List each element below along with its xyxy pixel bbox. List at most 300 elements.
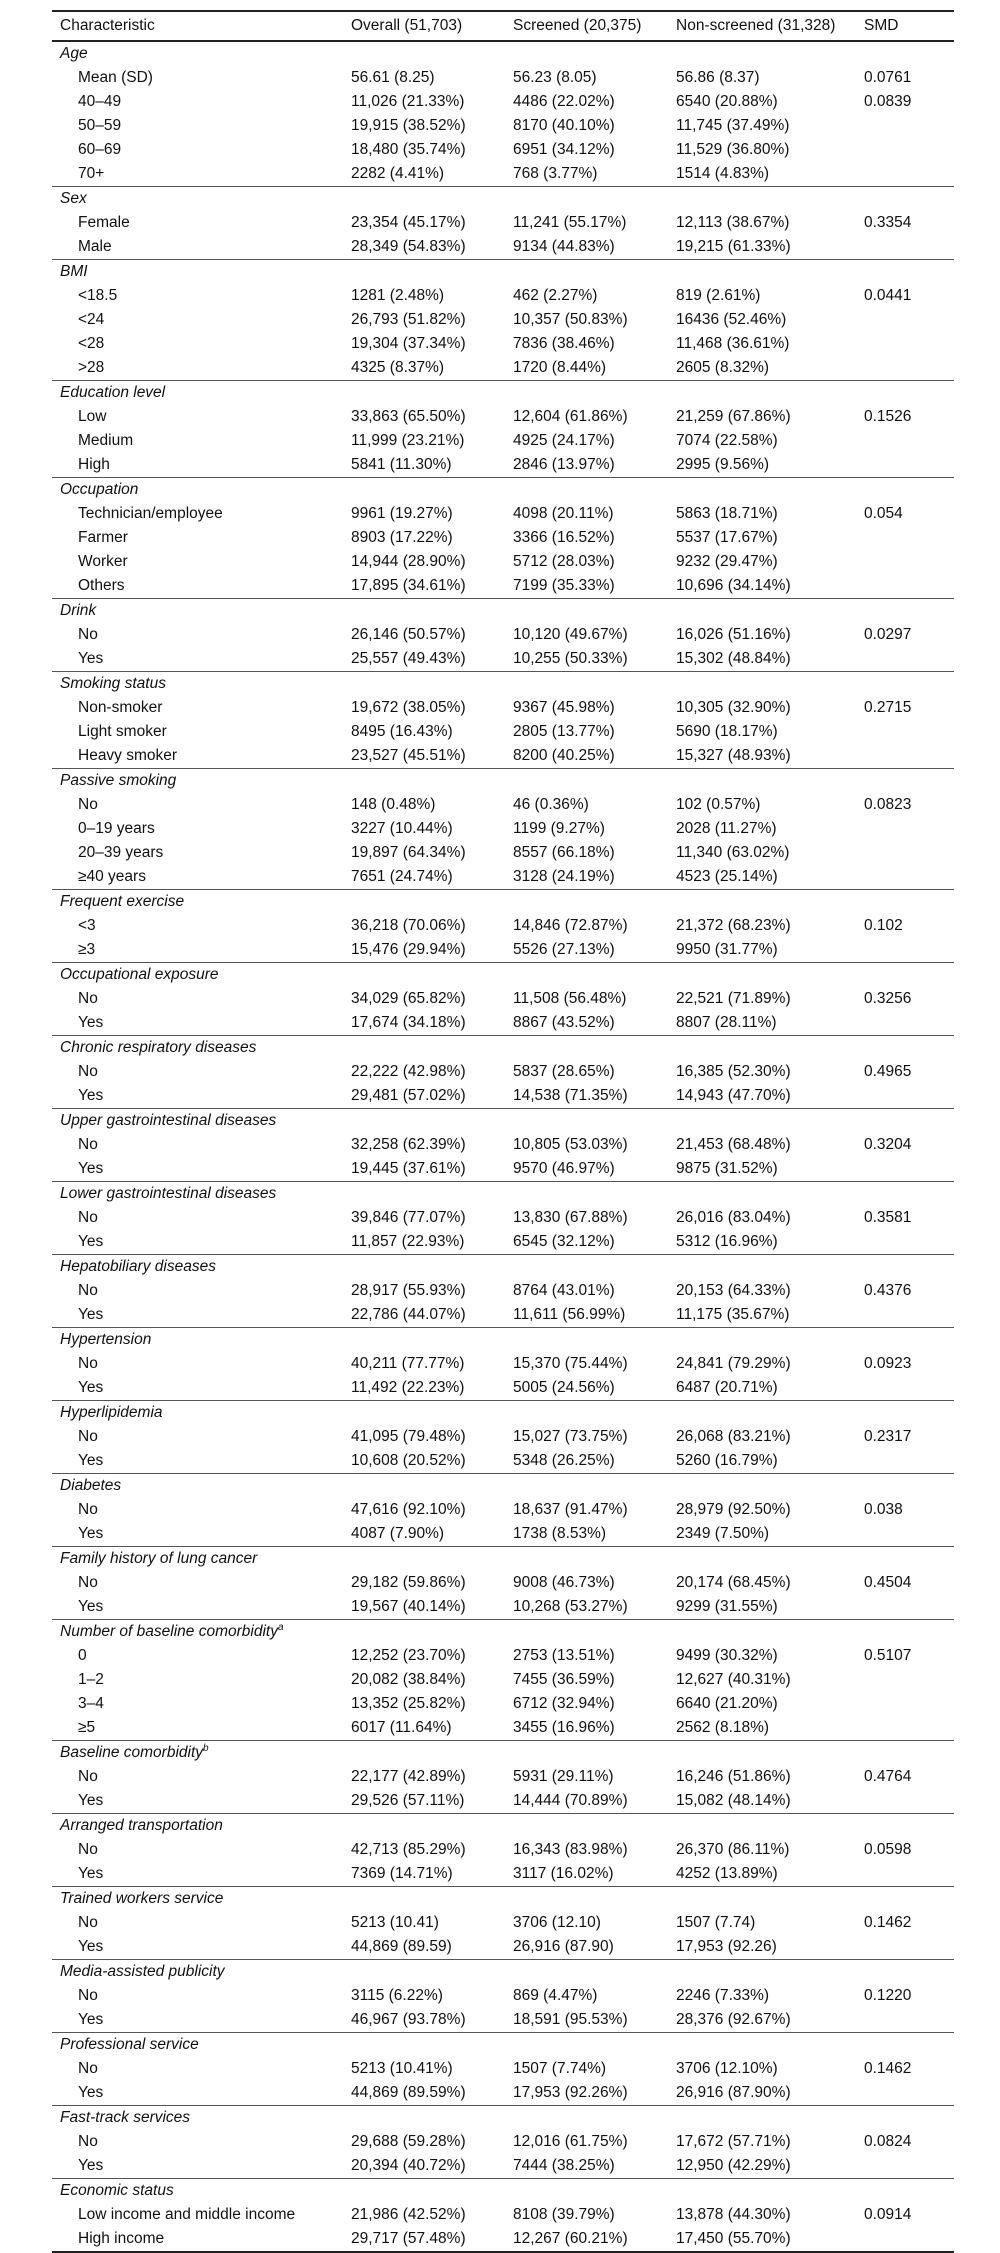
cell-smd [856, 1595, 954, 1620]
cell-level: No [78, 796, 98, 813]
cell-non-screened: 11,468 (36.61%) [676, 335, 790, 352]
section-title-text: Age [60, 45, 88, 62]
cell-screened: 12,604 (61.86%) [513, 408, 628, 425]
cell-non-screened: 15,082 (48.14%) [676, 1792, 791, 1809]
cell-overall: 20,082 (38.84%) [351, 1671, 466, 1688]
section-title-text: Hypertension [60, 1331, 152, 1348]
cell-smd [856, 162, 954, 187]
cell-level: ≥40 years [78, 868, 146, 885]
cell-level: 20–39 years [78, 844, 164, 861]
cell-smd [856, 138, 954, 162]
table-row [52, 1303, 954, 1328]
cell-overall: 29,481 (57.02%) [351, 1087, 466, 1104]
cell-overall: 29,182 (59.86%) [351, 1574, 466, 1591]
cell-level: No [78, 1209, 98, 1226]
cell-overall: 11,026 (21.33%) [351, 93, 465, 110]
cell-level: 40–49 [78, 93, 122, 110]
cell-level: 1–2 [78, 1671, 104, 1688]
section-title [52, 2179, 954, 2204]
cell-screened: 6545 (32.12%) [513, 1233, 615, 1250]
cell-smd [856, 1789, 954, 1814]
cell-screened: 4098 (20.11%) [513, 505, 614, 522]
cell-screened: 6712 (32.94%) [513, 1695, 615, 1712]
header-screened: Screened (20,375) [505, 11, 668, 41]
cell-screened: 11,611 (56.99%) [513, 1306, 626, 1323]
section-title [52, 187, 954, 212]
cell-overall: 15,476 (29.94%) [351, 941, 466, 958]
table-row [52, 574, 954, 599]
section-header-row [52, 381, 954, 406]
cell-level: Yes [78, 1014, 104, 1031]
cell-level: ≥3 [78, 941, 96, 958]
cell-smd [856, 356, 954, 381]
table-row [52, 817, 954, 841]
section-title [52, 1620, 954, 1645]
table-row [52, 1644, 954, 1668]
section-title [52, 599, 954, 624]
table-row [52, 1789, 954, 1814]
cell-smd: 0.038 [864, 1501, 903, 1518]
cell-level: Yes [78, 2157, 104, 2174]
section-title-text: Hepatobiliary diseases [60, 1258, 216, 1275]
section-header-row [52, 599, 954, 624]
cell-overall: 11,999 (23.21%) [351, 432, 465, 449]
table-row [52, 1935, 954, 1960]
cell-overall: 19,672 (38.05%) [351, 699, 466, 716]
cell-non-screened: 19,215 (61.33%) [676, 238, 791, 255]
cell-level: No [78, 1987, 98, 2004]
cell-overall: 5213 (10.41%) [351, 2060, 453, 2077]
cell-level: <28 [78, 335, 105, 352]
cell-smd [856, 332, 954, 356]
table-row [52, 308, 954, 332]
cell-overall: 13,352 (25.82%) [351, 1695, 466, 1712]
footnote-marker: b [203, 1742, 209, 1754]
cell-overall: 10,608 (20.52%) [351, 1452, 466, 1469]
table-row [52, 90, 954, 114]
cell-non-screened: 56.86 (8.37) [676, 69, 760, 86]
cell-overall: 25,557 (49.43%) [351, 650, 466, 667]
section-title [52, 478, 954, 503]
cell-overall: 3227 (10.44%) [351, 820, 453, 837]
cell-screened: 26,916 (87.90) [513, 1938, 614, 1955]
table-row [52, 2008, 954, 2033]
cell-smd [856, 1376, 954, 1401]
cell-non-screened: 4252 (13.89%) [676, 1865, 778, 1882]
section-title-text: Baseline comorbidity [60, 1744, 204, 1761]
section-header-row [52, 2179, 954, 2204]
cell-non-screened: 21,372 (68.23%) [676, 917, 791, 934]
section-title-text: Occupational exposure [60, 966, 219, 983]
cell-screened: 8764 (43.01%) [513, 1282, 615, 1299]
cell-overall: 29,526 (57.11%) [351, 1792, 465, 1809]
cell-non-screened: 17,672 (57.71%) [676, 2133, 791, 2150]
cell-screened: 9570 (46.97%) [513, 1160, 615, 1177]
table-row [52, 2227, 954, 2252]
table-row [52, 623, 954, 647]
section-title [52, 1328, 954, 1353]
cell-screened: 5005 (24.56%) [513, 1379, 615, 1396]
section-title-text: Diabetes [60, 1477, 122, 1494]
cell-smd [856, 429, 954, 453]
section-title [52, 1887, 954, 1912]
cell-screened: 869 (4.47%) [513, 1987, 598, 2004]
cell-overall: 5213 (10.41) [351, 1914, 439, 1931]
section-header-row [52, 1255, 954, 1280]
cell-smd [856, 235, 954, 260]
table-row [52, 502, 954, 526]
cell-smd: 0.4376 [864, 1282, 912, 1299]
cell-screened: 8170 (40.10%) [513, 117, 615, 134]
header-characteristic: Characteristic [52, 11, 343, 41]
cell-overall: 46,967 (93.78%) [351, 2011, 466, 2028]
cell-smd: 0.4965 [864, 1063, 912, 1080]
cell-non-screened: 11,175 (35.67%) [676, 1306, 790, 1323]
cell-non-screened: 14,943 (47.70%) [676, 1087, 791, 1104]
cell-overall: 3115 (6.22%) [351, 1987, 443, 2004]
cell-overall: 1281 (2.48%) [351, 287, 445, 304]
cell-overall: 19,897 (64.34%) [351, 844, 466, 861]
cell-level: No [78, 1501, 98, 1518]
cell-screened: 5712 (28.03%) [513, 553, 615, 570]
table-row [52, 865, 954, 890]
cell-screened: 10,255 (50.33%) [513, 650, 628, 667]
cell-overall: 6017 (11.64%) [351, 1719, 452, 1736]
cell-level: Yes [78, 1938, 104, 1955]
cell-smd: 0.1462 [864, 1914, 912, 1931]
cell-smd [856, 2227, 954, 2252]
cell-overall: 32,258 (62.39%) [351, 1136, 466, 1153]
table-row [52, 2154, 954, 2179]
cell-screened: 8200 (40.25%) [513, 747, 615, 764]
table-row [52, 356, 954, 381]
cell-level: High [78, 456, 110, 473]
section-title-text: Professional service [60, 2036, 199, 2053]
cell-smd [856, 841, 954, 865]
cell-smd: 0.0824 [864, 2133, 912, 2150]
cell-non-screened: 5312 (16.96%) [676, 1233, 778, 1250]
cell-smd [856, 1230, 954, 1255]
section-title [52, 963, 954, 988]
cell-screened: 8867 (43.52%) [513, 1014, 615, 1031]
section-title [52, 1255, 954, 1280]
section-header-row [52, 769, 954, 794]
cell-smd [856, 1935, 954, 1960]
cell-level: Farmer [78, 529, 128, 546]
cell-smd: 0.2715 [864, 699, 912, 716]
table-row [52, 1352, 954, 1376]
cell-level: Yes [78, 2084, 104, 2101]
table-row [52, 405, 954, 429]
cell-smd [856, 2008, 954, 2033]
section-title-text: BMI [60, 263, 88, 280]
cell-level: No [78, 1914, 98, 1931]
cell-screened: 10,357 (50.83%) [513, 311, 628, 328]
cell-screened: 10,268 (53.27%) [513, 1598, 628, 1615]
table-row [52, 162, 954, 187]
cell-level: Yes [78, 1306, 104, 1323]
cell-smd: 0.1220 [864, 1987, 912, 2004]
footnote-marker: a [277, 1621, 284, 1633]
cell-non-screened: 20,174 (68.45%) [676, 1574, 791, 1591]
cell-non-screened: 6540 (20.88%) [676, 93, 778, 110]
cell-screened: 10,805 (53.03%) [513, 1136, 628, 1153]
cell-overall: 7651 (24.74%) [351, 868, 453, 885]
cell-non-screened: 12,627 (40.31%) [676, 1671, 791, 1688]
cell-overall: 2282 (4.41%) [351, 165, 445, 182]
section-title [52, 381, 954, 406]
cell-smd [856, 1157, 954, 1182]
cell-smd [856, 1668, 954, 1692]
cell-non-screened: 2562 (8.18%) [676, 1719, 770, 1736]
cell-non-screened: 9499 (30.32%) [676, 1647, 778, 1664]
header-row [52, 11, 954, 41]
cell-smd [856, 1303, 954, 1328]
cell-overall: 7369 (14.71%) [351, 1865, 453, 1882]
cell-level: No [78, 2133, 98, 2150]
cell-overall: 44,869 (89.59) [351, 1938, 452, 1955]
cell-level: Yes [78, 1792, 104, 1809]
table-row [52, 550, 954, 574]
cell-screened: 5837 (28.65%) [513, 1063, 615, 1080]
section-header-row [52, 1741, 954, 1766]
table-row [52, 1838, 954, 1862]
section-title-text: Economic status [60, 2182, 174, 2199]
cell-screened: 12,016 (61.75%) [513, 2133, 628, 2150]
section-title [52, 41, 954, 66]
cell-overall: 14,944 (28.90%) [351, 553, 466, 570]
cell-non-screened: 20,153 (64.33%) [676, 1282, 791, 1299]
cell-screened: 10,120 (49.67%) [513, 626, 628, 643]
section-title-text: Sex [60, 190, 87, 207]
cell-non-screened: 21,259 (67.86%) [676, 408, 791, 425]
table-row [52, 1765, 954, 1789]
cell-smd: 0.0297 [864, 626, 912, 643]
header-overall: Overall (51,703) [343, 11, 505, 41]
cell-overall: 11,857 (22.93%) [351, 1233, 465, 1250]
cell-level: 70+ [78, 165, 105, 182]
cell-level: 60–69 [78, 141, 122, 158]
cell-non-screened: 6487 (20.71%) [676, 1379, 778, 1396]
cell-overall: 22,177 (42.89%) [351, 1768, 466, 1785]
cell-level: Male [78, 238, 112, 255]
cell-screened: 3455 (16.96%) [513, 1719, 615, 1736]
cell-smd [856, 2081, 954, 2106]
table-row [52, 1862, 954, 1887]
cell-overall: 22,222 (42.98%) [351, 1063, 466, 1080]
table-row [52, 1060, 954, 1084]
section-title-text: Smoking status [60, 675, 166, 692]
cell-overall: 28,917 (55.93%) [351, 1282, 466, 1299]
cell-non-screened: 9875 (31.52%) [676, 1160, 778, 1177]
cell-level: No [78, 1768, 98, 1785]
table-row [52, 720, 954, 744]
cell-smd [856, 1862, 954, 1887]
cell-non-screened: 15,302 (48.84%) [676, 650, 791, 667]
cell-screened: 1199 (9.27%) [513, 820, 605, 837]
cell-smd: 0.2317 [864, 1428, 912, 1445]
cell-non-screened: 2995 (9.56%) [676, 456, 770, 473]
cell-smd [856, 1449, 954, 1474]
section-header-row [52, 1887, 954, 1912]
cell-overall: 29,717 (57.48%) [343, 2227, 505, 2252]
table-row [52, 526, 954, 550]
cell-screened: 3366 (16.52%) [513, 529, 615, 546]
cell-level: No [78, 990, 98, 1007]
cell-non-screened: 15,327 (48.93%) [676, 747, 791, 764]
cell-level: Low income and middle income [78, 2206, 296, 2223]
cell-overall: 17,895 (34.61%) [351, 577, 466, 594]
table-row [52, 1279, 954, 1303]
cell-level: 0 [78, 1647, 87, 1664]
cell-overall: 4087 (7.90%) [351, 1525, 445, 1542]
cell-overall: 19,445 (37.61%) [351, 1160, 466, 1177]
cell-overall: 21,986 (42.52%) [351, 2206, 466, 2223]
cell-screened: 3706 (12.10) [513, 1914, 601, 1931]
cell-smd: 0.3204 [864, 1136, 912, 1153]
cell-level: Light smoker [78, 723, 167, 740]
baseline-characteristics-table-container [52, 10, 954, 2253]
table-row [52, 793, 954, 817]
cell-smd [856, 865, 954, 890]
cell-overall: 26,793 (51.82%) [351, 311, 466, 328]
cell-non-screened: 26,068 (83.21%) [676, 1428, 791, 1445]
cell-smd: 0.3581 [864, 1209, 912, 1226]
cell-level: Female [78, 214, 130, 231]
cell-smd [856, 647, 954, 672]
cell-level: Yes [78, 1160, 104, 1177]
cell-non-screened: 2028 (11.27%) [676, 820, 777, 837]
cell-overall: 40,211 (77.77%) [351, 1355, 465, 1372]
cell-smd [856, 550, 954, 574]
section-header-row [52, 1814, 954, 1839]
cell-overall: 12,252 (23.70%) [351, 1647, 466, 1664]
cell-screened: 11,508 (56.48%) [513, 990, 627, 1007]
cell-overall: 17,674 (34.18%) [351, 1014, 466, 1031]
cell-non-screened: 3706 (12.10%) [676, 2060, 778, 2077]
cell-screened: 5526 (27.13%) [513, 941, 615, 958]
cell-overall: 33,863 (65.50%) [351, 408, 466, 425]
cell-non-screened: 819 (2.61%) [676, 287, 761, 304]
section-header-row [52, 1036, 954, 1061]
cell-smd: 0.102 [864, 917, 903, 934]
table-row [52, 211, 954, 235]
cell-non-screened: 17,450 (55.70%) [668, 2227, 856, 2252]
section-header-row [52, 1182, 954, 1207]
cell-non-screened: 9950 (31.77%) [676, 941, 778, 958]
cell-screened: 46 (0.36%) [513, 796, 589, 813]
cell-level: ≥5 [78, 1719, 96, 1736]
cell-level: Technician/employee [78, 505, 223, 522]
cell-overall: 18,480 (35.74%) [351, 141, 466, 158]
section-title [52, 2033, 954, 2058]
cell-screened: 3128 (24.19%) [513, 868, 615, 885]
table-row [52, 696, 954, 720]
cell-smd: 0.0923 [864, 1355, 912, 1372]
cell-non-screened: 9299 (31.55%) [676, 1598, 778, 1615]
section-title-text: Upper gastrointestinal diseases [60, 1112, 277, 1129]
cell-overall: 39,846 (77.07%) [351, 1209, 466, 1226]
table-row [52, 2057, 954, 2081]
cell-smd [856, 1011, 954, 1036]
cell-overall: 56.61 (8.25) [351, 69, 435, 86]
table-row [52, 1911, 954, 1935]
cell-screened: 4486 (22.02%) [513, 93, 615, 110]
section-header-row [52, 1328, 954, 1353]
cell-overall: 19,567 (40.14%) [351, 1598, 466, 1615]
cell-non-screened: 102 (0.57%) [676, 796, 761, 813]
section-title-text: Fast-track services [60, 2109, 191, 2126]
table-row [52, 332, 954, 356]
section-title-text: Occupation [60, 481, 139, 498]
cell-screened: 12,267 (60.21%) [505, 2227, 668, 2252]
section-title-text: Trained workers service [60, 1890, 224, 1907]
cell-level: Medium [78, 432, 134, 449]
cell-smd [856, 1522, 954, 1547]
section-title-text: Chronic respiratory diseases [60, 1039, 257, 1056]
section-header-row [52, 41, 954, 66]
table-row [52, 1425, 954, 1449]
cell-smd [856, 938, 954, 963]
cell-level: High income [52, 2227, 343, 2252]
cell-level: <3 [78, 917, 96, 934]
cell-level: Yes [78, 650, 104, 667]
cell-overall: 44,869 (89.59%) [351, 2084, 466, 2101]
section-title [52, 1474, 954, 1499]
section-title-text: Media-assisted publicity [60, 1963, 225, 1980]
cell-level: No [78, 1841, 98, 1858]
table-row [52, 1133, 954, 1157]
cell-smd: 0.3256 [864, 990, 912, 1007]
cell-non-screened: 21,453 (68.48%) [676, 1136, 791, 1153]
cell-overall: 41,095 (79.48%) [351, 1428, 466, 1445]
table-row [52, 1571, 954, 1595]
cell-smd [856, 744, 954, 769]
table-row [52, 1498, 954, 1522]
cell-non-screened: 28,979 (92.50%) [676, 1501, 791, 1518]
cell-level: Yes [78, 1379, 104, 1396]
table-row [52, 66, 954, 90]
section-header-row [52, 672, 954, 697]
cell-non-screened: 2246 (7.33%) [676, 1987, 770, 2004]
table-row [52, 429, 954, 453]
cell-non-screened: 12,950 (42.29%) [676, 2157, 791, 2174]
baseline-characteristics-table [52, 10, 954, 2253]
cell-non-screened: 26,916 (87.90%) [676, 2084, 791, 2101]
cell-level: No [78, 1355, 98, 1372]
cell-non-screened: 5690 (18.17%) [676, 723, 778, 740]
section-header-row [52, 260, 954, 285]
cell-non-screened: 16436 (52.46%) [676, 311, 787, 328]
cell-non-screened: 5260 (16.79%) [676, 1452, 778, 1469]
cell-level: Yes [78, 1525, 104, 1542]
cell-smd: 0.0839 [864, 93, 912, 110]
section-header-row [52, 1109, 954, 1134]
cell-smd: 0.054 [864, 505, 903, 522]
cell-smd: 0.1462 [864, 2060, 912, 2077]
cell-level: No [78, 1063, 98, 1080]
cell-smd [856, 2154, 954, 2179]
table-row [52, 914, 954, 938]
section-title [52, 672, 954, 697]
cell-screened: 11,241 (55.17%) [513, 214, 627, 231]
cell-screened: 2805 (13.77%) [513, 723, 615, 740]
section-header-row [52, 1474, 954, 1499]
section-title-text: Arranged transportation [60, 1817, 223, 1834]
cell-screened: 8108 (39.79%) [513, 2206, 615, 2223]
cell-smd: 0.4764 [864, 1768, 912, 1785]
cell-level: Heavy smoker [78, 747, 178, 764]
